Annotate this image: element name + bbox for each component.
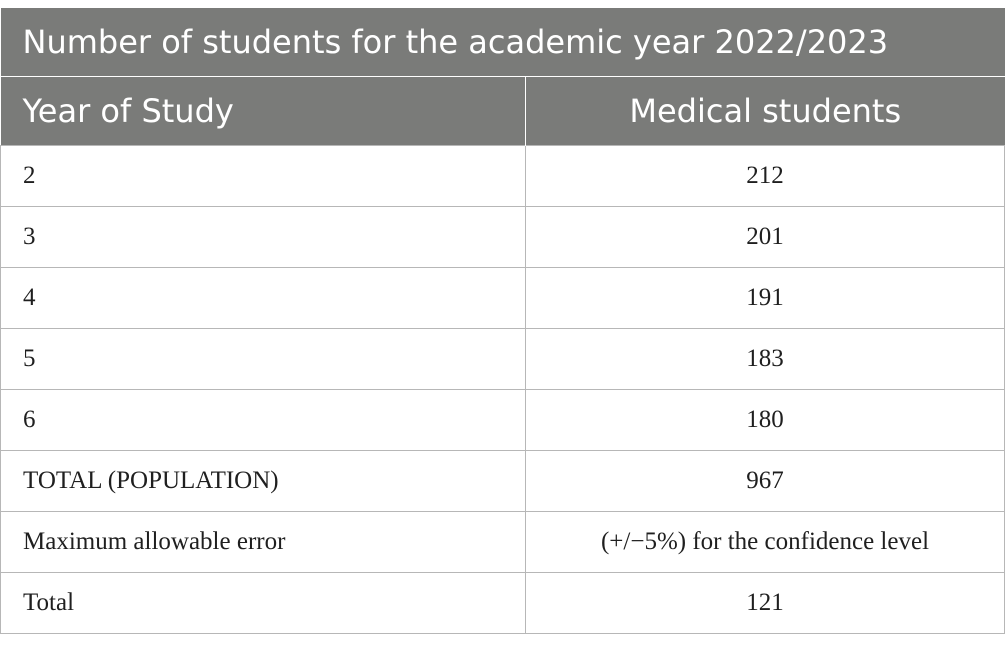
row-value: 201 (526, 207, 1005, 268)
row-label: 6 (1, 390, 526, 451)
row-label: 2 (1, 146, 526, 207)
row-value: (+/−5%) for the confidence level (526, 512, 1005, 573)
row-value: 967 (526, 451, 1005, 512)
table-row (1, 512, 1005, 573)
row-value: 180 (526, 390, 1005, 451)
row-label: Total (1, 573, 526, 634)
header-row (1, 77, 1005, 146)
row-value: 191 (526, 268, 1005, 329)
table-row (1, 451, 1005, 512)
students-table (0, 8, 1005, 634)
table-row (1, 146, 1005, 207)
header-medical-students: Medical students (526, 77, 1005, 146)
row-label: Maximum allowable error (1, 512, 526, 573)
header-year-of-study: Year of Study (1, 77, 526, 146)
row-label: 3 (1, 207, 526, 268)
row-label: 5 (1, 329, 526, 390)
row-value: 121 (526, 573, 1005, 634)
title-row (1, 8, 1005, 77)
table-row (1, 390, 1005, 451)
table-row (1, 329, 1005, 390)
table-row (1, 207, 1005, 268)
row-label: TOTAL (POPULATION) (1, 451, 526, 512)
table-row (1, 268, 1005, 329)
row-label: 4 (1, 268, 526, 329)
row-value: 183 (526, 329, 1005, 390)
row-value: 212 (526, 146, 1005, 207)
table-title: Number of students for the academic year 2022/2023 (1, 8, 1005, 77)
table-row (1, 573, 1005, 634)
